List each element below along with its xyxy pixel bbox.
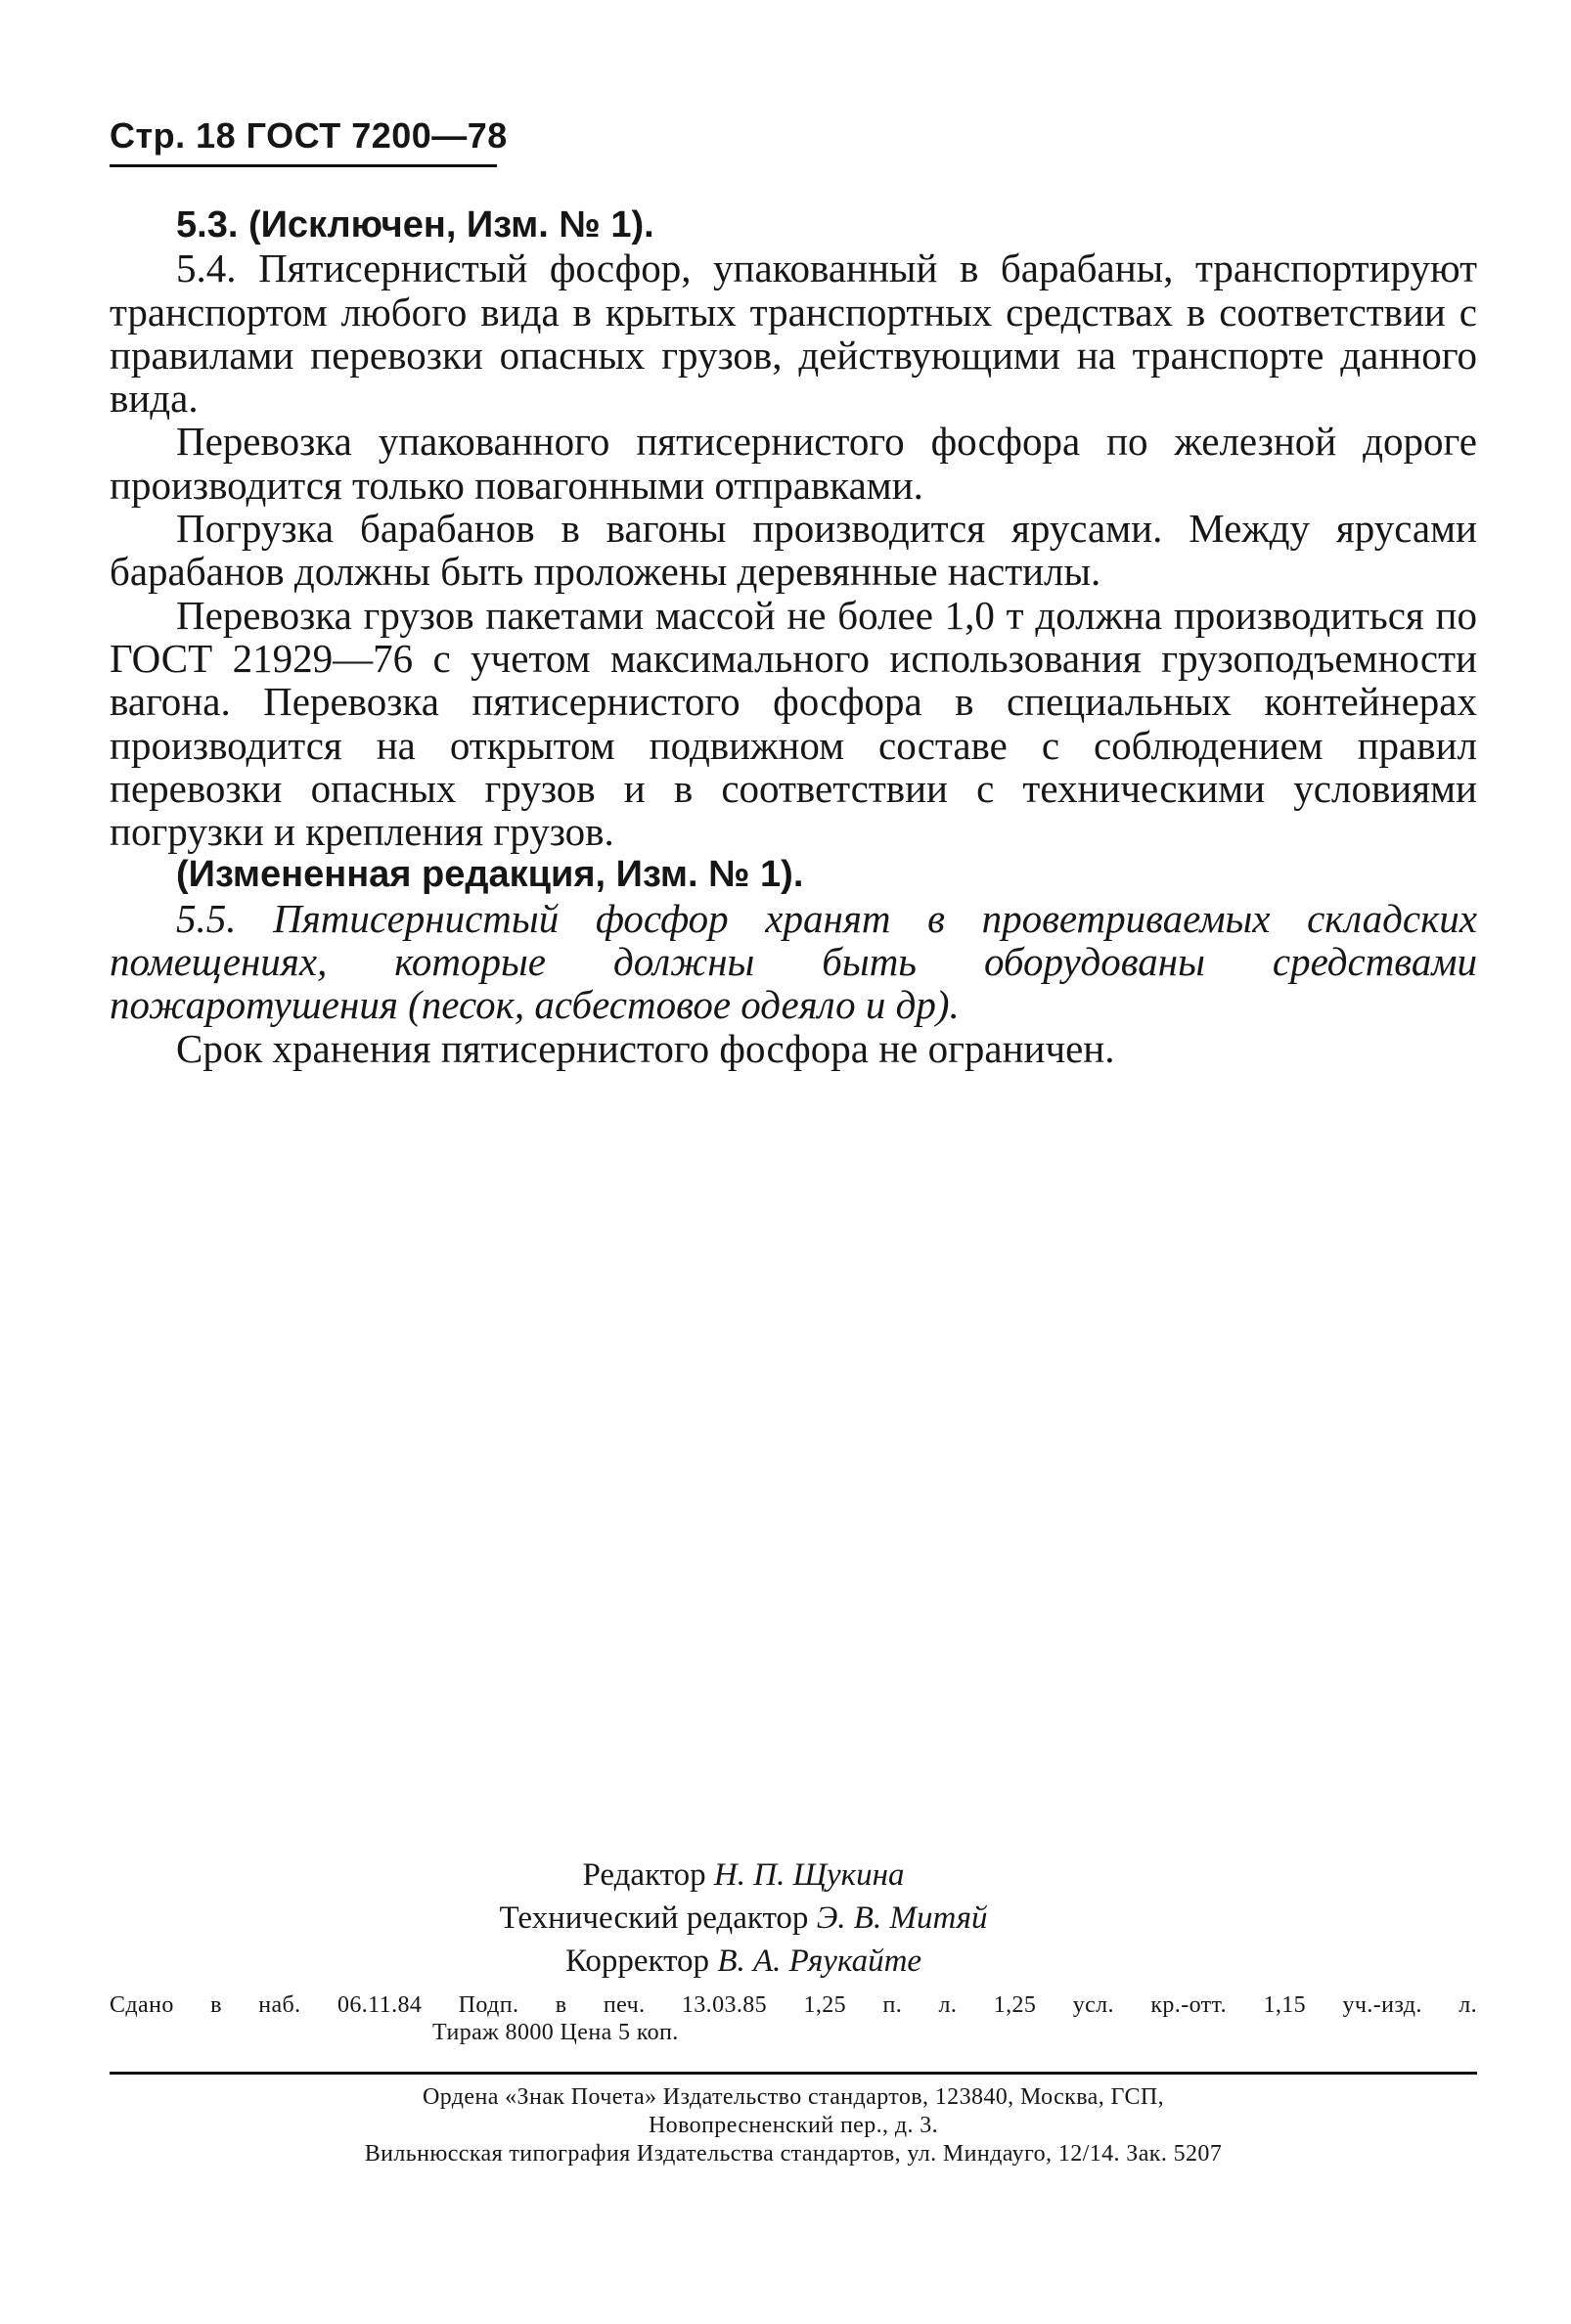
- paragraph-amended: (Измененная редакция, Изм. № 1).: [176, 854, 804, 896]
- imprint-divider: [110, 2072, 1477, 2075]
- tech-editor-label: Технический редактор: [499, 1900, 809, 1936]
- running-header: Стр. 18 ГОСТ 7200—78: [110, 115, 508, 156]
- paragraph-packages: Перевозка грузов пакетами массой не более 1,0 т должна производиться по ГОСТ 21929—76 с учетом максимального использования грузоподъемности вагона. Перевозка пятисернистого фосфора в специальных контейнерах производится на открытом подвижном составе с соблюдением правил перевозки опасных грузов и в соответствии с техническими условиями погрузки и крепления грузов.: [110, 592, 1477, 855]
- publisher-line-2: Новопресненский пер., д. 3.: [648, 2113, 939, 2138]
- tech-editor-name: Э. В. Митяй: [816, 1900, 988, 1936]
- paragraph-5-4: 5.4. Пятисернистый фосфор, упакованный в барабаны, транспортируют транспортом любого вида в крытых транспортных средствах в соответствии с правилами перевозки опасных грузов, действующими на транспорте данного вида.: [110, 246, 1477, 422]
- proofreader-name: В. А. Ряукайте: [717, 1944, 922, 1979]
- body-text: [110, 203, 1477, 1070]
- editor-name: Н. П. Щукина: [713, 1857, 905, 1893]
- publisher-line-3: Вильнюсская типография Издательства стандартов, ул. Миндауго, 12/14. Зак. 5207: [364, 2141, 1223, 2167]
- paragraph-rail-transport: Перевозка упакованного пятисернистого фосфора по железной дороге производится только повагонными отправками.: [110, 419, 1477, 508]
- paragraph-5-5: 5.5. Пятисернистый фосфор хранят в проветриваемых складских помещениях, которые должны быть оборудованы средствами пожаротушения (песок, асбестовое одеяло и др).: [110, 895, 1477, 1028]
- imprint-line-1: Сдано в наб. 06.11.84 Подп. в печ. 13.03.85 1,25 п. л. 1,25 усл. кр.-отт. 1,15 уч.-изд. л.: [110, 1992, 1477, 2018]
- publisher-line-1: Ордена «Знак Почета» Издательство стандартов, 123840, Москва, ГСП,: [422, 2084, 1164, 2110]
- paragraph-storage-term: Срок хранения пятисернистого фосфора не ограничен.: [176, 1025, 1115, 1071]
- publisher-info: [110, 2083, 1477, 2168]
- credit-editor: [391, 1854, 1096, 1897]
- header-divider: [110, 164, 497, 167]
- paragraph-loading: Погрузка барабанов в вагоны производится ярусами. Между ярусами барабанов должны быть проложены деревянные настилы.: [110, 506, 1477, 595]
- credits-block: [391, 1854, 1096, 1983]
- imprint-line-2: Тираж 8000 Цена 5 коп.: [432, 2020, 679, 2045]
- paragraph-5-3: 5.3. (Исключен, Изм. № 1).: [176, 204, 654, 246]
- credit-proofreader: [391, 1940, 1096, 1983]
- proofreader-label: Корректор: [564, 1944, 710, 1979]
- editor-label: Редактор: [582, 1857, 706, 1893]
- credit-tech-editor: [391, 1897, 1096, 1940]
- print-imprint: [110, 1991, 1477, 2046]
